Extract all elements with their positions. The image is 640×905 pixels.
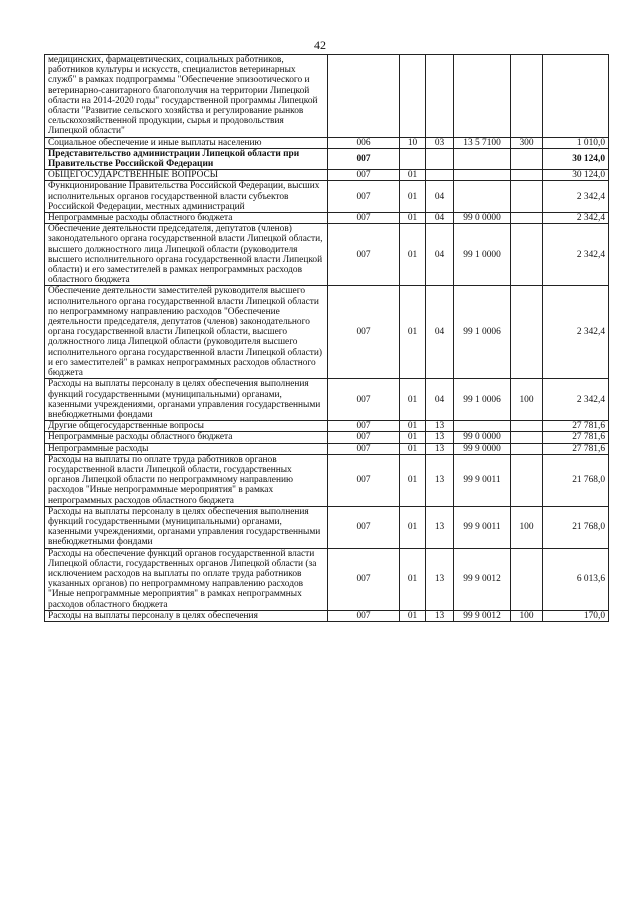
row-expense-type-cell: 300	[511, 137, 543, 148]
row-subsection-cell	[426, 55, 454, 138]
row-name-cell: Расходы на выплаты персоналу в целях обеспечения выполнения функций государственными (муниципальными) органами, казенными учреждениями, органами управления государственными внебюджетными фондами	[45, 379, 328, 421]
row-sum-cell: 30 124,0	[543, 148, 609, 169]
row-section-cell: 01	[400, 610, 426, 621]
row-section-cell: 10	[400, 137, 426, 148]
row-section-cell: 01	[400, 224, 426, 286]
table-row	[45, 181, 609, 213]
row-expense-type-cell	[511, 170, 543, 181]
row-name-cell: Функционирование Правительства Российской Федерации, высших исполнительных органов государственной власти субъектов Российской Федерации, местных администраций	[45, 181, 328, 213]
row-name-cell: Непрограммные расходы областного бюджета	[45, 213, 328, 224]
row-expense-type-cell	[511, 286, 543, 379]
row-target-article-cell: 99 9 0000	[454, 443, 511, 454]
row-name-cell: Непрограммные расходы областного бюджета	[45, 432, 328, 443]
row-sum-cell: 2 342,4	[543, 379, 609, 421]
row-ved-cell: 007	[328, 506, 400, 548]
row-target-article-cell: 99 1 0006	[454, 286, 511, 379]
row-expense-type-cell: 100	[511, 610, 543, 621]
table-row	[45, 432, 609, 443]
table-row	[45, 224, 609, 286]
row-ved-cell: 007	[328, 286, 400, 379]
row-expense-type-cell	[511, 213, 543, 224]
table-row	[45, 213, 609, 224]
row-subsection-cell	[426, 148, 454, 169]
row-ved-cell: 007	[328, 432, 400, 443]
page-number: 42	[314, 38, 326, 52]
row-name-cell: Расходы на выплаты персоналу в целях обеспечения	[45, 610, 328, 621]
row-sum-cell: 2 342,4	[543, 181, 609, 213]
row-target-article-cell: 99 9 0012	[454, 548, 511, 610]
row-sum-cell: 21 768,0	[543, 454, 609, 506]
row-name-cell: Представительство администрации Липецкой области при Правительстве Российской Федерации	[45, 148, 328, 169]
row-section-cell	[400, 55, 426, 138]
row-expense-type-cell	[511, 432, 543, 443]
row-target-article-cell	[454, 181, 511, 213]
table-row	[45, 148, 609, 169]
row-target-article-cell: 99 1 0006	[454, 379, 511, 421]
row-expense-type-cell	[511, 443, 543, 454]
budget-table	[44, 54, 609, 622]
row-sum-cell	[543, 55, 609, 138]
row-name-cell: Другие общегосударственные вопросы	[45, 421, 328, 432]
table-row	[45, 454, 609, 506]
row-ved-cell: 007	[328, 170, 400, 181]
row-sum-cell: 27 781,6	[543, 421, 609, 432]
row-expense-type-cell	[511, 224, 543, 286]
row-target-article-cell: 99 0 0000	[454, 213, 511, 224]
row-name-cell: Расходы на выплаты по оплате труда работников органов государственной власти Липецкой области, государственных органов Липецкой области по непрограммному направлению расходов "Иные непрограммные мероприятия" в рамках непрограммных расходов областного бюджета	[45, 454, 328, 506]
row-subsection-cell	[426, 170, 454, 181]
row-ved-cell: 007	[328, 181, 400, 213]
row-name-cell: Расходы на обеспечение функций органов государственной власти Липецкой области, государственных органов Липецкой области (за исключением расходов на выплаты по оплате труда работников указанных органов) по непрограммному направлению расходов "Иные непрограммные мероприятия" в рамках непрограммных расходов областного бюджета	[45, 548, 328, 610]
row-sum-cell: 170,0	[543, 610, 609, 621]
row-section-cell: 01	[400, 286, 426, 379]
row-target-article-cell: 13 5 7100	[454, 137, 511, 148]
table-row	[45, 421, 609, 432]
row-sum-cell: 2 342,4	[543, 213, 609, 224]
row-sum-cell: 30 124,0	[543, 170, 609, 181]
row-subsection-cell: 13	[426, 421, 454, 432]
row-sum-cell: 6 013,6	[543, 548, 609, 610]
row-sum-cell: 27 781,6	[543, 432, 609, 443]
row-name-cell: Обеспечение деятельности заместителей руководителя высшего исполнительного органа государственной власти Липецкой области по непрограммному направлению расходов "Обеспечение деятельности председателя, депутатов (членов) законодательного органа государственной власти Липецкой области, высшего должностного лица Липецкой области (руководителя высшего исполнительного органа государственной власти Липецкой области) и его заместителей" в рамках непрограммных расходов областного бюджета	[45, 286, 328, 379]
row-expense-type-cell	[511, 421, 543, 432]
table-row	[45, 170, 609, 181]
row-ved-cell	[328, 55, 400, 138]
row-ved-cell: 007	[328, 224, 400, 286]
row-subsection-cell: 13	[426, 506, 454, 548]
row-target-article-cell: 99 1 0000	[454, 224, 511, 286]
row-subsection-cell: 13	[426, 443, 454, 454]
row-target-article-cell	[454, 55, 511, 138]
row-name-cell: Социальное обеспечение и иные выплаты населению	[45, 137, 328, 148]
row-expense-type-cell	[511, 548, 543, 610]
row-subsection-cell: 04	[426, 224, 454, 286]
row-target-article-cell	[454, 421, 511, 432]
row-name-cell: медицинских, фармацевтических, социальных работников, работников культуры и искусств, специалистов ветеринарных служб" в рамках подпрограммы "Обеспечение эпизоотического и ветеринарно-санитарного благополучия на территории Липецкой области на 2014-2020 годы" государственной программы Липецкой области "Развитие сельского хозяйства и регулирование рынков сельскохозяйственной продукции, сырья и продовольствия Липецкой области"	[45, 55, 328, 138]
row-ved-cell: 007	[328, 421, 400, 432]
row-section-cell	[400, 148, 426, 169]
row-subsection-cell: 13	[426, 454, 454, 506]
table-row	[45, 137, 609, 148]
row-ved-cell: 007	[328, 213, 400, 224]
row-section-cell: 01	[400, 454, 426, 506]
row-target-article-cell	[454, 148, 511, 169]
row-sum-cell: 1 010,0	[543, 137, 609, 148]
row-ved-cell: 007	[328, 148, 400, 169]
row-section-cell: 01	[400, 548, 426, 610]
table-row	[45, 443, 609, 454]
row-target-article-cell: 99 0 0000	[454, 432, 511, 443]
row-subsection-cell: 13	[426, 610, 454, 621]
row-ved-cell: 007	[328, 454, 400, 506]
row-subsection-cell: 04	[426, 379, 454, 421]
table-row	[45, 506, 609, 548]
table-row	[45, 379, 609, 421]
row-subsection-cell: 13	[426, 432, 454, 443]
row-sum-cell: 2 342,4	[543, 286, 609, 379]
row-ved-cell: 007	[328, 443, 400, 454]
row-sum-cell: 27 781,6	[543, 443, 609, 454]
row-expense-type-cell	[511, 148, 543, 169]
table-row	[45, 286, 609, 379]
row-expense-type-cell: 100	[511, 506, 543, 548]
budget-table-body	[45, 55, 609, 622]
row-section-cell: 01	[400, 421, 426, 432]
table-row	[45, 610, 609, 621]
row-ved-cell: 007	[328, 610, 400, 621]
row-expense-type-cell	[511, 55, 543, 138]
row-section-cell: 01	[400, 443, 426, 454]
row-target-article-cell: 99 9 0011	[454, 506, 511, 548]
row-target-article-cell: 99 9 0011	[454, 454, 511, 506]
row-section-cell: 01	[400, 181, 426, 213]
row-target-article-cell	[454, 170, 511, 181]
row-ved-cell: 007	[328, 548, 400, 610]
row-name-cell: Обеспечение деятельности председателя, депутатов (членов) законодательного органа государственной власти Липецкой области, высшего должностного лица Липецкой области (руководителя высшего исполнительного органа государственной власти Липецкой области) и его заместителей в рамках непрограммных расходов областного бюджета	[45, 224, 328, 286]
row-expense-type-cell	[511, 181, 543, 213]
row-section-cell: 01	[400, 170, 426, 181]
row-name-cell: Расходы на выплаты персоналу в целях обеспечения выполнения функций государственными (муниципальными) органами, казенными учреждениями, органами управления государственными внебюджетными фондами	[45, 506, 328, 548]
row-subsection-cell: 04	[426, 213, 454, 224]
row-section-cell: 01	[400, 379, 426, 421]
table-row	[45, 55, 609, 138]
table-row	[45, 548, 609, 610]
row-expense-type-cell	[511, 454, 543, 506]
row-section-cell: 01	[400, 506, 426, 548]
row-name-cell: Непрограммные расходы	[45, 443, 328, 454]
row-section-cell: 01	[400, 213, 426, 224]
row-subsection-cell: 04	[426, 286, 454, 379]
row-name-cell: ОБЩЕГОСУДАРСТВЕННЫЕ ВОПРОСЫ	[45, 170, 328, 181]
row-ved-cell: 007	[328, 379, 400, 421]
row-section-cell: 01	[400, 432, 426, 443]
row-ved-cell: 006	[328, 137, 400, 148]
row-subsection-cell: 04	[426, 181, 454, 213]
row-target-article-cell: 99 9 0012	[454, 610, 511, 621]
row-subsection-cell: 13	[426, 548, 454, 610]
row-expense-type-cell: 100	[511, 379, 543, 421]
row-sum-cell: 2 342,4	[543, 224, 609, 286]
row-sum-cell: 21 768,0	[543, 506, 609, 548]
row-subsection-cell: 03	[426, 137, 454, 148]
